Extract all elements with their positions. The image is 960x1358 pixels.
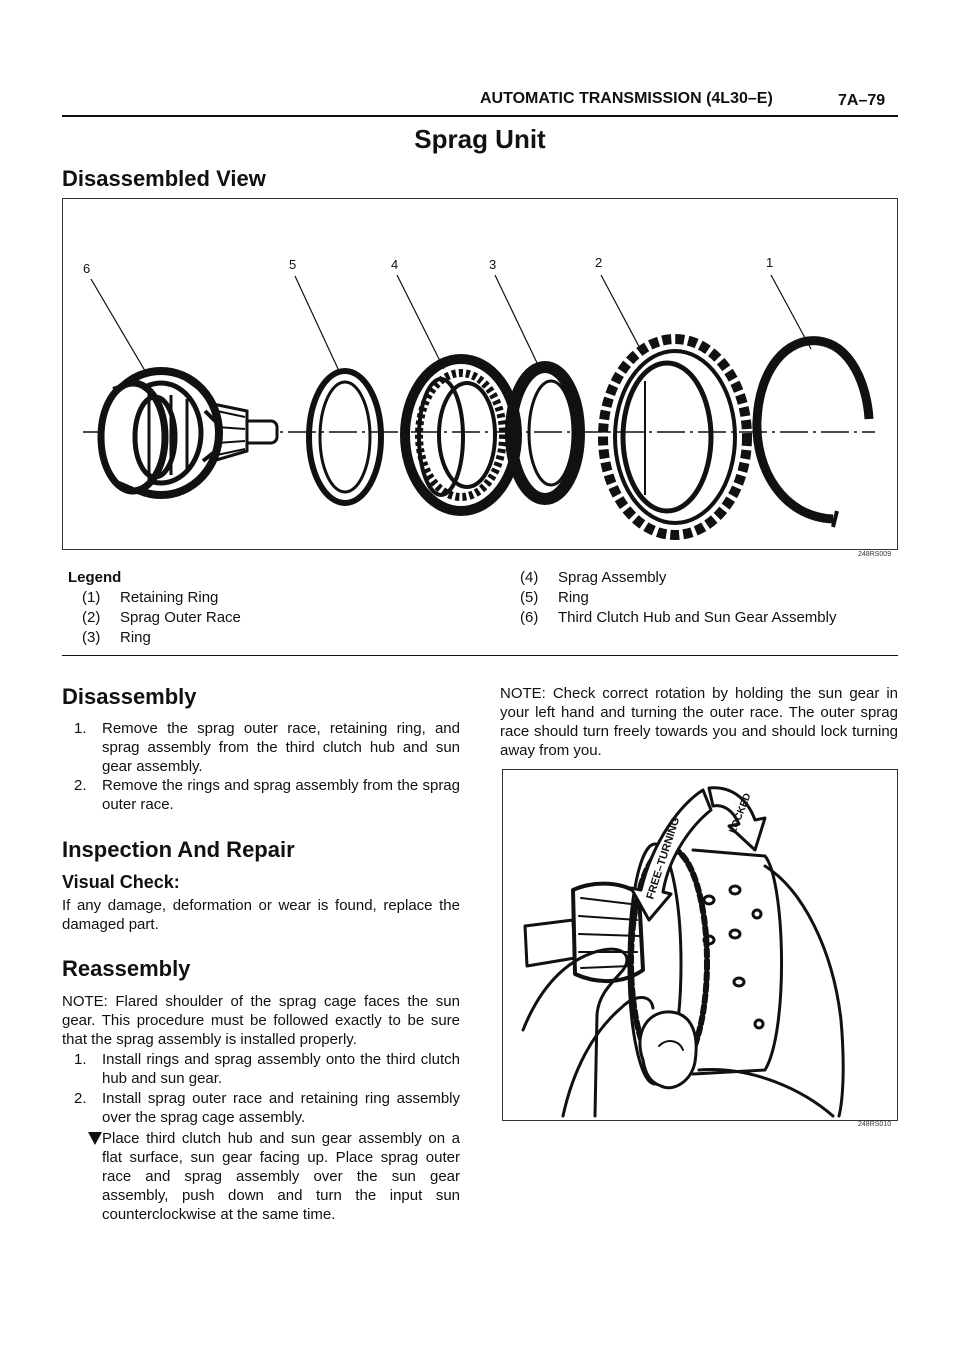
part-ring-5	[309, 371, 381, 503]
legend-item-number: (4)	[520, 569, 539, 586]
step-number: 2.	[74, 1090, 87, 1107]
figure-code-2: 248RS010	[858, 1121, 892, 1128]
disassembly-step-2	[74, 776, 460, 814]
legend-item	[520, 568, 836, 588]
running-header-title: AUTOMATIC TRANSMISSION (4L30–E)	[480, 90, 773, 107]
inspection-title: Inspection And Repair	[62, 837, 295, 862]
leader-6	[91, 279, 151, 381]
legend-item	[520, 608, 836, 628]
disassembly-step-1	[74, 719, 460, 776]
part-sprag-outer-race	[603, 339, 747, 535]
bullet-text: Place third clutch hub and sun gear assembly on a flat surface, sun gear facing up. Place sprag outer race and sprag assembly over the sun gear assembly, push down and turn the input sun counterclockwise at the same time.	[102, 1130, 460, 1223]
thumb	[640, 1012, 696, 1088]
header-rule	[62, 115, 898, 117]
legend-heading: Legend	[68, 569, 122, 586]
free-turning-label: FREE–TURNING	[644, 815, 683, 901]
legend-item	[82, 628, 241, 648]
legend-item-number: (5)	[520, 589, 539, 606]
visual-check-text: If any damage, deformation or wear is found, replace the damaged part.	[62, 897, 460, 933]
legend-item-label: Sprag Assembly	[558, 569, 667, 586]
legend-item-label: Sprag Outer Race	[120, 609, 241, 626]
locked-label: LOCKED	[727, 791, 754, 836]
legend-item-label: Ring	[120, 629, 151, 646]
disassembled-view-title: Disassembled View	[62, 166, 266, 191]
part-retaining-ring	[757, 341, 869, 527]
step-number: 2.	[74, 777, 87, 794]
leader-4	[397, 275, 444, 369]
page-title: Sprag Unit	[414, 124, 546, 154]
triangle-bullet-icon	[88, 1132, 102, 1145]
disassembly-title: Disassembly	[62, 684, 197, 709]
legend-column-left	[82, 588, 241, 648]
legend-item-number: (1)	[82, 589, 101, 606]
rotation-check-drawing	[503, 770, 897, 1120]
step-number: 1.	[74, 720, 87, 737]
rotation-note: NOTE: Check correct rotation by holding the sun gear in your left hand and turning the outer race. The outer sprag race should turn freely towards you and should lock turning away from you.	[500, 685, 898, 759]
reassembly-note: NOTE: Flared shoulder of the sprag cage faces the sun gear. This procedure must be followed exactly to be sure that the sprag assembly is installed properly.	[62, 993, 460, 1048]
visual-check-title: Visual Check:	[62, 872, 180, 892]
callout-6: 6	[83, 261, 91, 276]
disassembled-view-figure	[62, 198, 898, 550]
step-text: Remove the sprag outer race, retaining ring, and sprag assembly from the third clutch hub and sun gear assembly.	[102, 720, 460, 775]
legend-item-number: (2)	[82, 609, 101, 626]
step-number: 1.	[74, 1051, 87, 1068]
callout-5: 5	[289, 257, 297, 272]
legend-item	[520, 588, 836, 608]
step-text: Install rings and sprag assembly onto the third clutch hub and sun gear.	[102, 1051, 460, 1087]
leader-2	[601, 275, 643, 354]
rotation-check-figure	[502, 769, 898, 1121]
step-text: Install sprag outer race and retaining ring assembly over the sprag cage assembly.	[102, 1090, 460, 1126]
leader-5	[295, 276, 339, 371]
reassembly-step-1	[74, 1050, 460, 1088]
shaft	[525, 920, 575, 966]
reassembly-step-2	[74, 1089, 460, 1127]
callout-1: 1	[766, 255, 774, 270]
exploded-parts-drawing	[63, 199, 897, 549]
legend-rule	[62, 655, 898, 656]
legend-item-label: Third Clutch Hub and Sun Gear Assembly	[558, 609, 837, 626]
callout-4: 4	[391, 257, 399, 272]
callout-2: 2	[595, 255, 603, 270]
figure-code-1: 248RS009	[858, 551, 892, 558]
legend-item-label: Retaining Ring	[120, 589, 219, 606]
right-hand-outline	[699, 1070, 833, 1116]
legend-item-number: (6)	[520, 609, 539, 626]
legend-item	[82, 608, 241, 628]
legend-item	[82, 588, 241, 608]
part-hub-sun-gear	[101, 371, 277, 495]
step-text: Remove the rings and sprag assembly from the sprag outer race.	[102, 777, 460, 813]
callout-3: 3	[489, 257, 497, 272]
page-number: 7A–79	[838, 92, 886, 109]
part-sprag-assembly	[405, 359, 517, 511]
legend-item-label: Ring	[558, 589, 589, 606]
leader-3	[495, 275, 539, 367]
legend-item-number: (3)	[82, 629, 101, 646]
legend-column-right	[520, 568, 836, 628]
reassembly-title: Reassembly	[62, 956, 191, 981]
reassembly-bullet	[102, 1129, 460, 1224]
